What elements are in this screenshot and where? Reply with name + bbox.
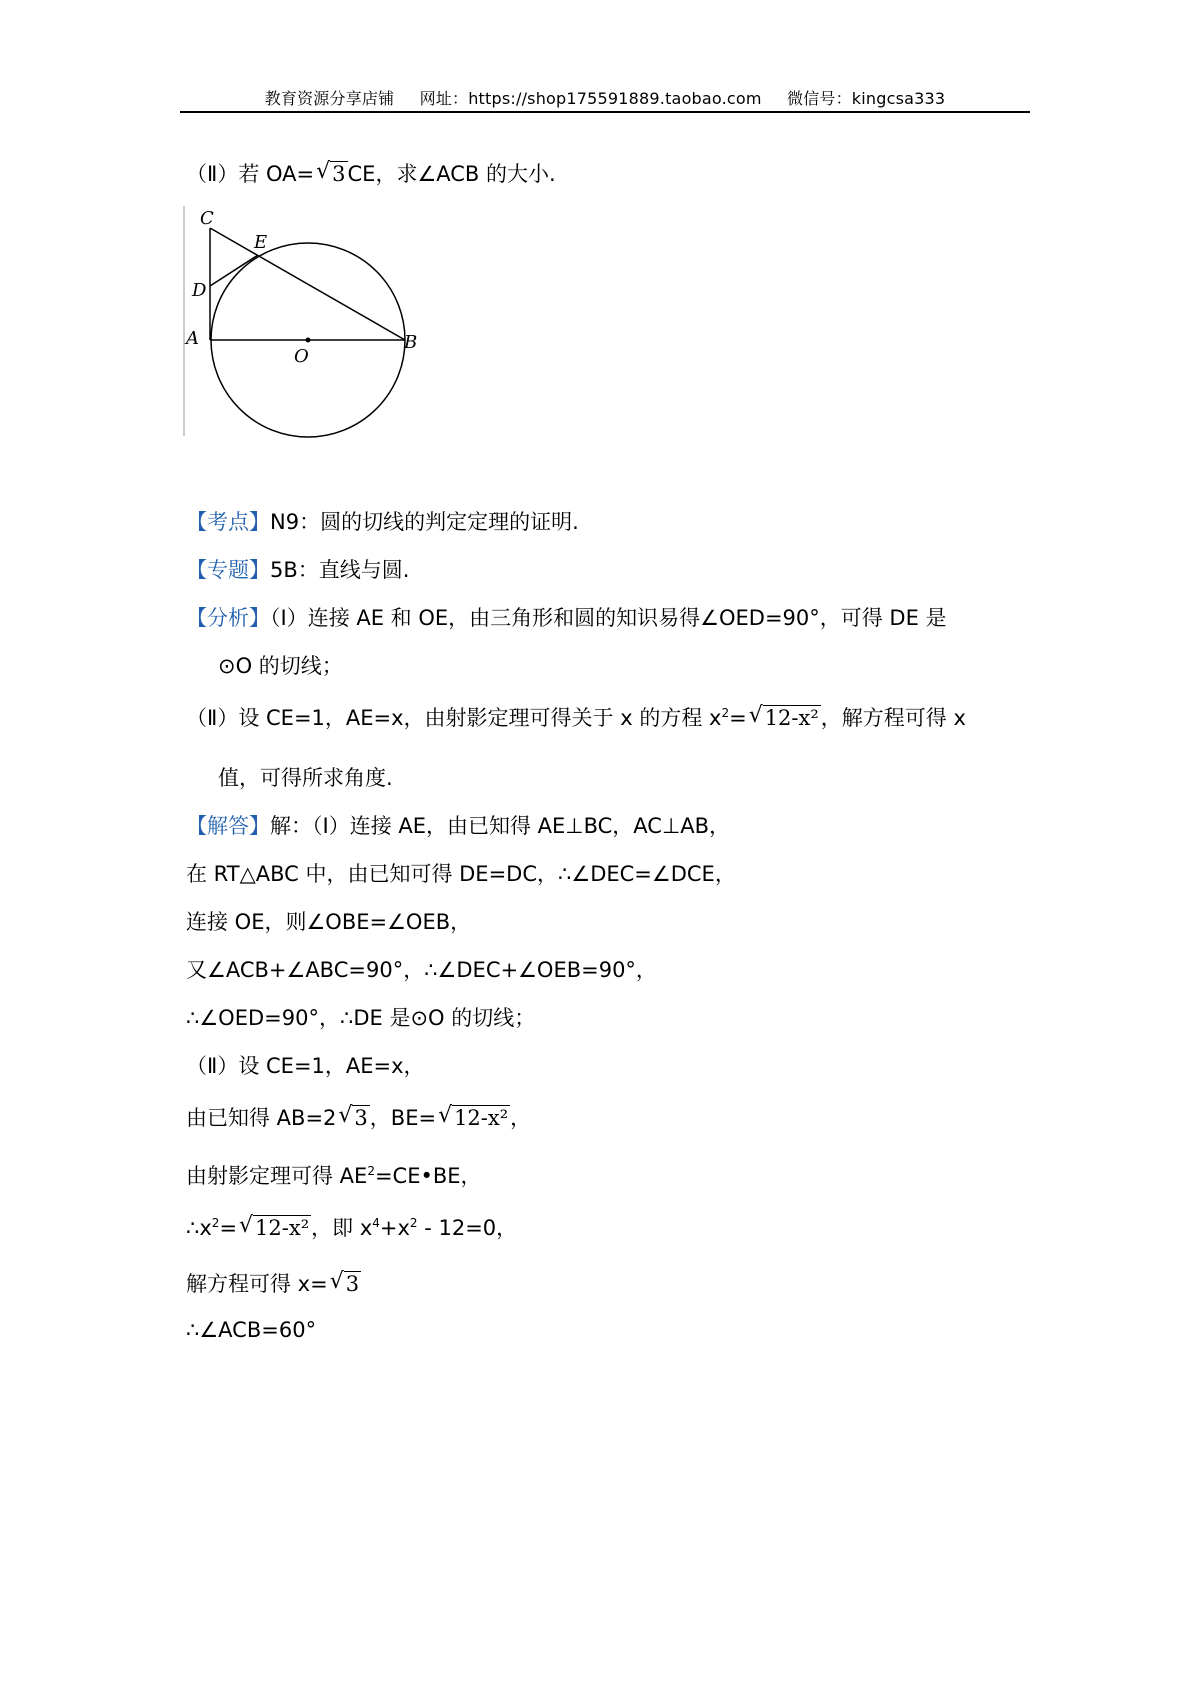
jieda-line-3: 连接 OE，则∠OBE=∠OEB， <box>186 910 472 934</box>
fenxi-line-2: ⊙O 的切线； <box>218 654 343 678</box>
question-line: （Ⅱ）若 OA=√ 3CE，求∠ACB 的大小. <box>186 158 556 188</box>
segment-de <box>210 255 258 286</box>
jieda-line-7: 由已知得 AB=2√ 3，BE=√ 12-x²， <box>186 1102 531 1132</box>
fenxi-tag: 【分析】 <box>186 606 270 630</box>
wechat-id: 微信号：kingcsa333 <box>786 89 946 108</box>
fenxi-line-1: 【分析】（Ⅰ）连接 AE 和 OE，由三角形和圆的知识易得∠OED=90°，可得 DE 是 <box>186 606 947 630</box>
segment-cb <box>210 228 405 340</box>
geometry-figure <box>182 204 432 444</box>
kaodian-tag: 【考点】 <box>186 510 270 534</box>
page-header <box>180 86 1030 109</box>
center-point-o <box>306 338 311 343</box>
jieda-line-10: 解方程可得 x=√ 3 <box>186 1268 361 1298</box>
jieda-line-9: $\therefore x^2=√$ 12-x²，即 $x^4+x^2 - 12=0$， <box>186 1212 517 1242</box>
fenxi-line-3: （Ⅱ）设 CE=1，AE=x，由射影定理可得关于 x 的方程 $x^2=√$ 12-x²，解方程可得 x <box>186 702 966 732</box>
label-d: D <box>192 280 207 301</box>
shop-name: 教育资源分享店铺 <box>264 89 395 108</box>
jieda-line-1: 【解答】解：（Ⅰ）连接 AE，由已知得 AE⊥BC，AC⊥AB， <box>186 814 731 838</box>
jieda-line-8: 由射影定理可得 $AE^2=CE•BE$， <box>186 1164 482 1188</box>
jieda-line-6: （Ⅱ）设 CE=1，AE=x， <box>186 1054 425 1078</box>
jieda-line-4: 又∠ACB+∠ABC=90°，∴∠DEC+∠OEB=90°， <box>186 958 657 982</box>
label-b: B <box>404 332 418 353</box>
jieda-line-11: ∴∠ACB=60° <box>186 1318 317 1342</box>
zhuanti-tag: 【专题】 <box>186 558 270 582</box>
label-e: E <box>254 232 268 253</box>
label-a: A <box>186 328 199 349</box>
label-c: C <box>200 208 214 229</box>
shop-url: 网址：https://shop175591889.taobao.com <box>419 89 762 108</box>
kaodian-line: 【考点】N9：圆的切线的判定定理的证明. <box>186 510 579 534</box>
fenxi-line-4: 值，可得所求角度. <box>218 766 393 790</box>
sqrt-symbol: √ 3 <box>316 161 347 186</box>
jieda-line-2: 在 RT△ABC 中，由已知可得 DE=DC，∴∠DEC=∠DCE， <box>186 862 736 886</box>
jieda-line-5: ∴∠OED=90°，∴DE 是⊙O 的切线； <box>186 1006 536 1030</box>
header-rule <box>180 111 1030 113</box>
zhuanti-line: 【专题】5B：直线与圆. <box>186 558 410 582</box>
label-o: O <box>294 346 309 367</box>
jieda-tag: 【解答】 <box>186 814 270 838</box>
